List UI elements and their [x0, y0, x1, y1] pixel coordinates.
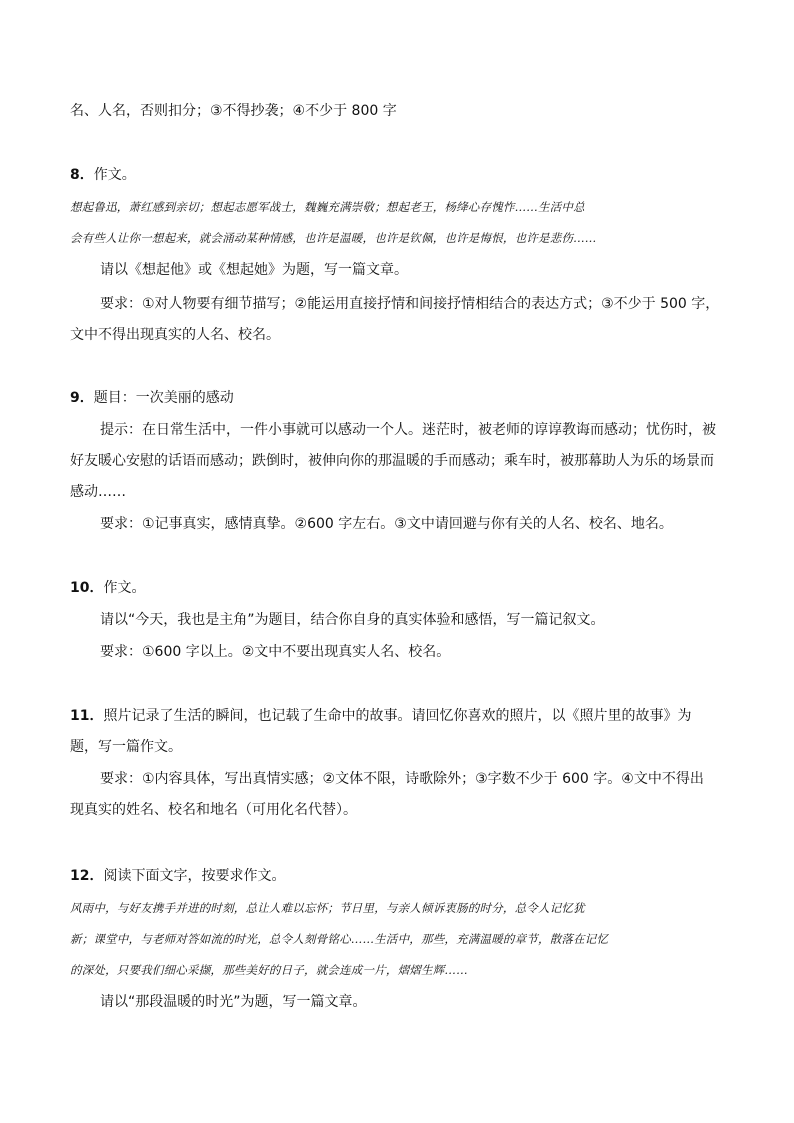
item-9-requirement: 要求：①记事真实，感情真挚。②600 字左右。③文中请回避与你有关的人名、校名、地名。	[100, 516, 673, 532]
item-12-number: 12．	[70, 868, 104, 884]
item-11-heading-line-1	[70, 706, 691, 726]
item-8-task: 请以《想起他》或《想起她》为题，写一篇文章。	[100, 262, 408, 278]
item-12-task: 请以“那段温暖的时光”为题，写一篇文章。	[100, 994, 367, 1010]
item-8-prompt-line-2: 会有些人让你一想起来，就会涌动某种情感，也许是温暖，也许是钦佩，也许是悔恨，也许是悲伤……	[70, 231, 597, 245]
item-11-title-line-1: 照片记录了生活的瞬间，也记载了生命中的故事。请回忆你喜欢的照片，以《照片里的故事》为	[103, 708, 692, 724]
item-9-heading	[70, 388, 234, 408]
item-10-requirement: 要求：①600 字以上。②文中不要出现真实人名、校名。	[100, 644, 451, 660]
item-11-number: 11．	[70, 708, 104, 724]
top-fragment: 名、人名，否则扣分；③不得抄袭；④不少于 800 字	[70, 103, 397, 119]
item-11-title-line-2: 题，写一篇作文。	[70, 739, 182, 755]
item-12-title: 阅读下面文字，按要求作文。	[103, 868, 286, 884]
item-12-prompt-line-3: 的深处，只要我们细心采撷，那些美好的日子，就会连成一片，熠熠生辉……	[70, 963, 468, 977]
item-9-hint-line-1: 提示：在日常生活中，一件小事就可以感动一个人。迷茫时，被老师的谆谆教诲而感动；忧伤时，被	[100, 422, 716, 438]
item-8-title: 作文。	[93, 167, 136, 183]
item-9-title: 题目：一次美丽的感动	[93, 390, 234, 406]
item-9-number: 9．	[70, 390, 94, 406]
item-10-number: 10．	[70, 580, 104, 596]
item-11-requirement-line-2: 现真实的姓名、校名和地名（可用化名代替）。	[70, 802, 357, 818]
item-12-heading	[70, 866, 285, 886]
item-8-requirement-line-2: 文中不得出现真实的人名、校名。	[70, 327, 280, 343]
item-8-number: 8．	[70, 167, 94, 183]
item-8-requirement-line-1: 要求：①对人物要有细节描写；②能运用直接抒情和间接抒情相结合的表达方式；③不少于 500 字，	[100, 296, 720, 312]
item-10-task: 请以“今天，我也是主角”为题目，结合你自身的真实体验和感悟，写一篇记叙文。	[100, 612, 605, 628]
item-9-hint-line-2: 好友暖心安慰的话语而感动；跌倒时，被伸向你的那温暖的手而感动；乘车时，被那幕助人为乐的场景而	[70, 453, 714, 469]
item-11-requirement-line-1: 要求：①内容具体，写出真情实感；②文体不限，诗歌除外；③字数不少于 600 字。④文中不得出	[100, 771, 704, 787]
item-10-title: 作文。	[103, 580, 146, 596]
item-12-prompt-line-1: 风雨中，与好友携手并进的时刻，总让人难以忘怀；节日里，与亲人倾诉衷肠的时分，总令人记忆犹	[70, 901, 585, 915]
item-8-heading	[70, 165, 136, 185]
item-12-prompt-line-2: 新；课堂中，与老师对答如流的时光，总令人刻骨铭心……生活中，那些，充满温暖的章节，散落在记忆	[70, 932, 609, 946]
item-8-prompt-line-1: 想起鲁迅，萧红感到亲切；想起志愿军战士，魏巍充满崇敬；想起老王，杨绛心存愧怍……生活中总	[70, 200, 585, 214]
item-9-hint-line-3: 感动……	[70, 484, 126, 500]
item-10-heading	[70, 578, 145, 598]
